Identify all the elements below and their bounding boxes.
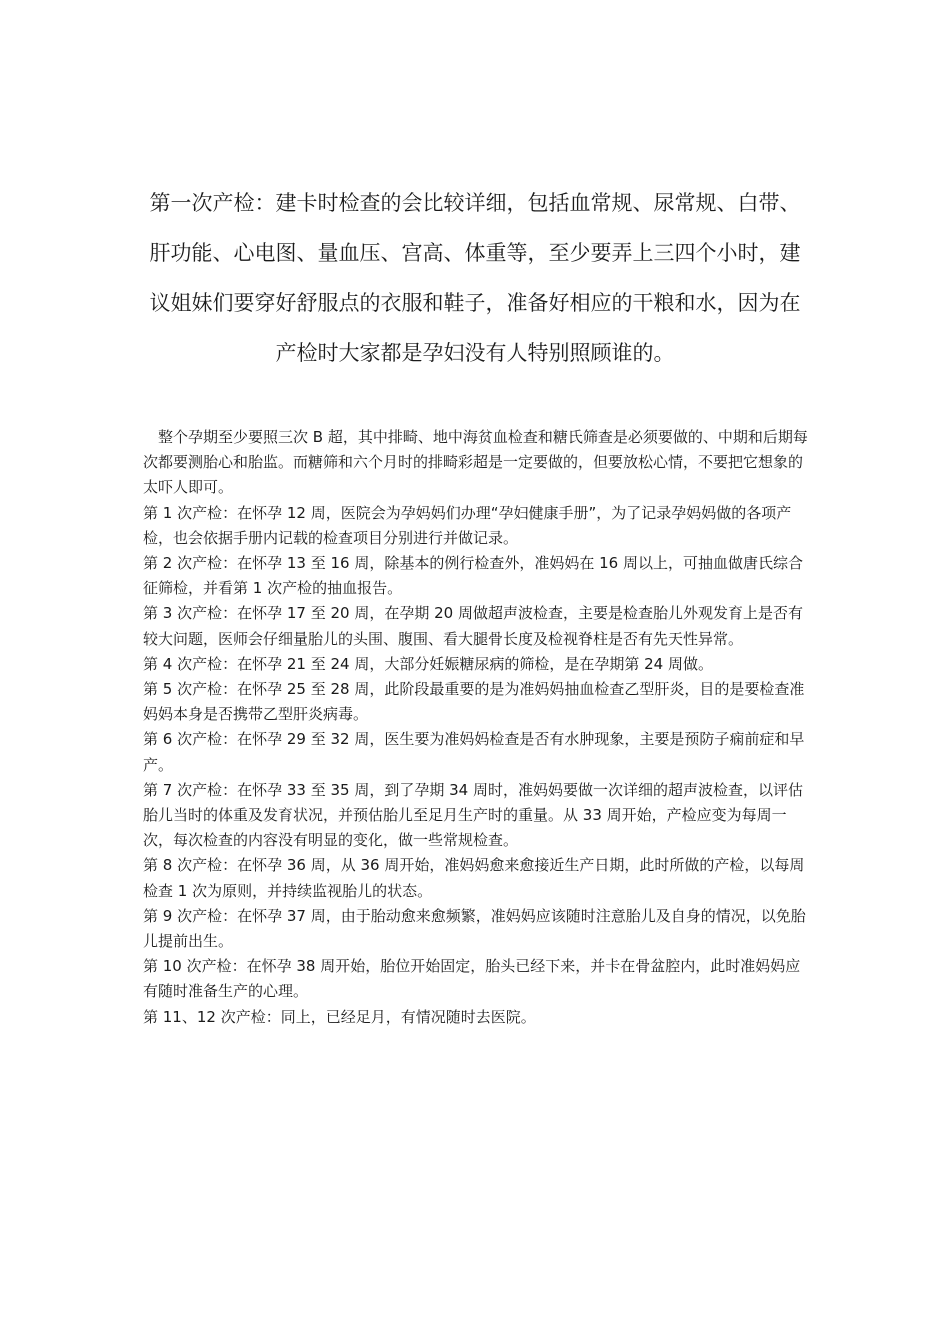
checkup-9-paragraph: 第 9 次产检：在怀孕 37 周，由于胎动愈来愈频繁，准妈妈应该随时注意胎儿及自身的情况，以免胎儿提前出生。 bbox=[143, 906, 806, 951]
checkup-7-paragraph: 第 7 次产检：在怀孕 33 至 35 周，到了孕期 34 周时，准妈妈要做一次详细的超声波检查，以评估胎儿当时的体重及发育状况，并预估胎儿至足月生产时的重量。从 33 周开始，产检应变为每周一次，每次检查的内容没有明显的变化，做一些常规检查。 bbox=[143, 780, 803, 850]
overview-paragraph: 整个孕期至少要照三次 B 超，其中排畸、地中海贫血检查和糖氏筛查是必须要做的、中期和后期每次都要测胎心和胎监。而糖筛和六个月时的排畸彩超是一定要做的，但要放松心情，不要把它想象的太吓人即可。 bbox=[143, 428, 808, 497]
checkup-2-paragraph: 第 2 次产检：在怀孕 13 至 16 周，除基本的例行检查外，准妈妈在 16 周以上，可抽血做唐氏综合征筛检，并看第 1 次产检的抽血报告。 bbox=[143, 554, 803, 598]
checkup-6-paragraph: 第 6 次产检：在怀孕 29 至 32 周，医生要为准妈妈检查是否有水肿现象，主要是预防子痫前症和早产。 bbox=[143, 730, 805, 774]
checkup-1-paragraph: 第 1 次产检：在怀孕 12 周，医院会为孕妈妈们办理“孕妇健康手册”，为了记录孕妈妈做的各项产检，也会依据手册内记载的检查项目分别进行并做记录。 bbox=[143, 503, 792, 547]
checkup-8-paragraph: 第 8 次产检：在怀孕 36 周，从 36 周开始，准妈妈愈来愈接近生产日期，此时所做的产检，以每周检查 1 次为原则，并持续监视胎儿的状态。 bbox=[143, 856, 805, 900]
checkup-5-paragraph: 第 5 次产检：在怀孕 25 至 28 周，此阶段最重要的是为准妈妈抽血检查乙型肝炎，目的是要检查准妈妈本身是否携带乙型肝炎病毒。 bbox=[143, 680, 805, 724]
checkup-3-paragraph: 第 3 次产检：在怀孕 17 至 20 周，在孕期 20 周做超声波检查，主要是检查胎儿外观发育上是否有较大问题，医师会仔细量胎儿的头围、腹围、看大腿骨长度及检视脊柱是否有先天性异常。 bbox=[143, 604, 803, 648]
checkup-10-paragraph: 第 10 次产检：在怀孕 38 周开始，胎位开始固定，胎头已经下来，并卡在骨盆腔内，此时准妈妈应有随时准备生产的心理。 bbox=[143, 957, 801, 1001]
checkup-4-paragraph: 第 4 次产检：在怀孕 21 至 24 周，大部分妊娠糖尿病的筛检，是在孕期第 24 周做。 bbox=[143, 654, 713, 673]
document-body bbox=[143, 425, 810, 1030]
checkup-11-12-paragraph: 第 11、12 次产检：同上，已经足月，有情况随时去医院。 bbox=[143, 1007, 536, 1026]
intro-paragraph: 第一次产检：建卡时检查的会比较详细，包括血常规、尿常规、白带、肝功能、心电图、量血压、宫高、体重等，至少要弄上三四个小时，建议姐妹们要穿好舒服点的衣服和鞋子，准备好相应的干粮和水，因为在产检时大家都是孕妇没有人特别照顾谁的。 bbox=[149, 191, 801, 365]
